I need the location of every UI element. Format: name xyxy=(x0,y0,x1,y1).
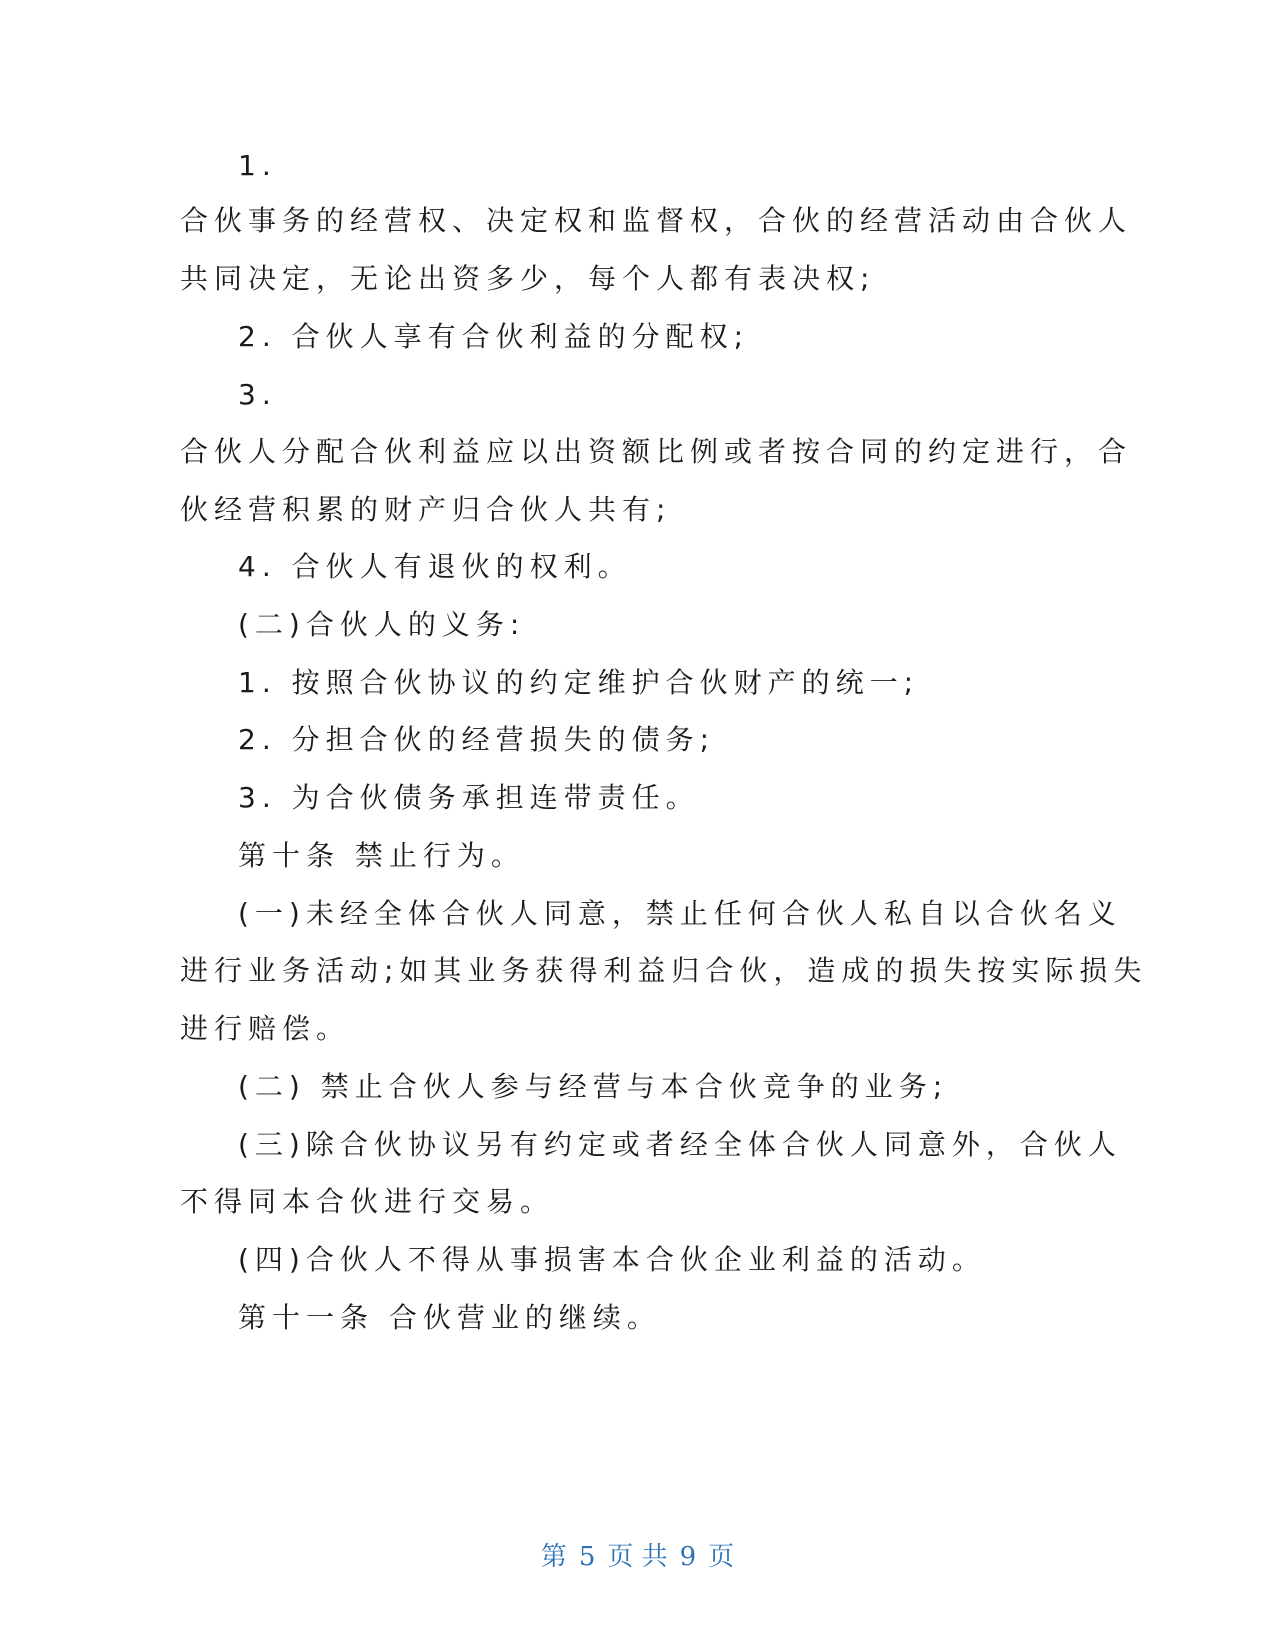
duty-item-2: 2. 分担合伙的经营损失的债务; xyxy=(238,723,716,756)
article-10-heading: 第十条 禁止行为。 xyxy=(238,839,525,872)
page-footer xyxy=(0,1540,1275,1574)
prohibition-item-2: (二) 禁止合伙人参与经营与本合伙竞争的业务; xyxy=(238,1070,949,1103)
footer-suffix: 页 xyxy=(708,1542,735,1572)
duty-item-3: 3. 为合伙债务承担连带责任。 xyxy=(238,781,700,814)
paragraph-line: 进行业务活动;如其业务获得利益归合伙，造成的损失按实际损失 xyxy=(180,954,1148,987)
prohibition-item-4: (四)合伙人不得从事损害本合伙企业利益的活动。 xyxy=(238,1243,986,1276)
paragraph-line: 进行赔偿。 xyxy=(180,1012,351,1045)
footer-current-page: 5 xyxy=(578,1542,596,1572)
footer-total-pages: 9 xyxy=(679,1542,697,1572)
section-heading-duties: (二)合伙人的义务: xyxy=(238,608,526,641)
footer-prefix: 第 xyxy=(540,1542,567,1572)
duty-item-1: 1. 按照合伙协议的约定维护合伙财产的统一; xyxy=(238,666,920,699)
paragraph-line: 伙经营积累的财产归合伙人共有; xyxy=(180,493,672,526)
list-number-3: 3. xyxy=(238,378,277,411)
footer-mid: 页 共 xyxy=(607,1542,668,1572)
paragraph-line: (三)除合伙协议另有约定或者经全体合伙人同意外，合伙人 xyxy=(238,1128,1122,1161)
list-item-4: 4. 合伙人有退伙的权利。 xyxy=(238,550,632,583)
list-item-2: 2. 合伙人享有合伙利益的分配权; xyxy=(238,320,750,353)
paragraph-line: (一)未经全体合伙人同意，禁止任何合伙人私自以合伙名义 xyxy=(238,897,1122,930)
paragraph-line: 不得同本合伙进行交易。 xyxy=(180,1185,555,1218)
list-number-1: 1. xyxy=(238,149,277,182)
paragraph-line: 合伙人分配合伙利益应以出资额比例或者按合同的约定进行，合 xyxy=(180,435,1133,468)
paragraph-line: 共同决定，无论出资多少，每个人都有表决权; xyxy=(180,262,876,295)
paragraph-line: 合伙事务的经营权、决定权和监督权，合伙的经营活动由合伙人 xyxy=(180,204,1133,237)
article-11-heading: 第十一条 合伙营业的继续。 xyxy=(238,1301,661,1334)
